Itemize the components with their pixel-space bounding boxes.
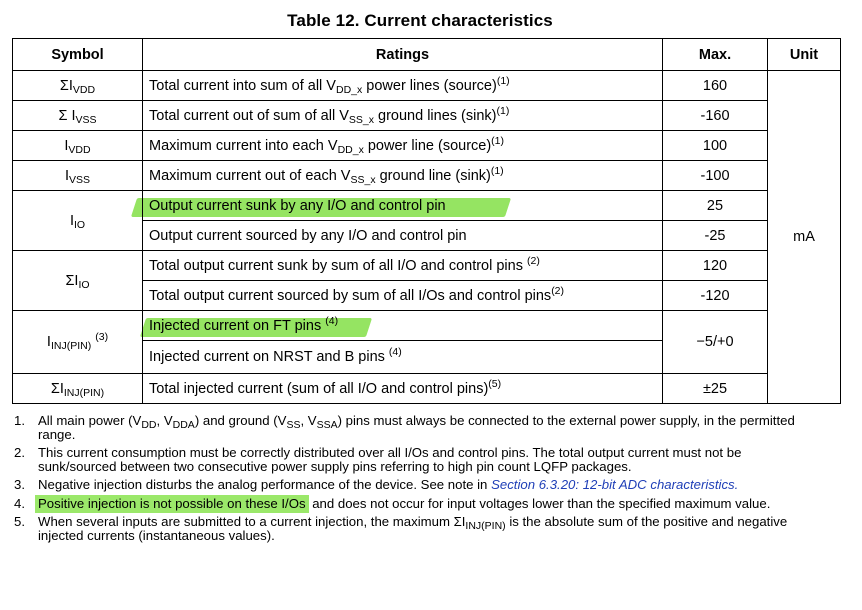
rating-cell: Maximum current out of each $V_{SS\_x}$ ground line $(\sin k)^{(1)}$	[143, 161, 663, 191]
rating-cell: Total current into sum of all $V_{DD\_x}$ power lines (source)$^{(1)}$	[143, 71, 663, 101]
table-row	[13, 71, 841, 101]
table-row	[13, 131, 841, 161]
table-header-row	[13, 39, 841, 71]
symbol-cell: $I_{VDD}$	[13, 131, 143, 161]
footnote-item: 1. All main power ($V_{DD}$, $V_{DDA}$) and ground ($V_{SS}$, $V_{SSA}$) pins must always be connected to the external power supply, in the permitted range.	[14, 413, 795, 442]
footnote-item: 3. Negative injection disturbs the analog performance of the device. See note in Section 6.3.20: 12-bit ADC characteristics.	[14, 477, 739, 492]
max-cell: ±25	[663, 374, 768, 404]
rating-cell: Maximum current into each $V_{DD\_x}$ power line (source)$^{(1)}$	[143, 131, 663, 161]
symbol-cell: $I_{INJ(PIN)}$ $^{(3)}$	[13, 311, 143, 374]
rating-cell-highlighted: Injected current on FT pins $^{(4)}$	[143, 311, 663, 341]
unit-cell: mA	[768, 71, 841, 404]
max-cell: -100	[663, 161, 768, 191]
table-title: Table 12. Current characteristics	[287, 11, 553, 30]
table-footnotes	[14, 414, 814, 547]
symbol-cell: $\Sigma I_{VDD}$	[13, 71, 143, 101]
table-row	[13, 101, 841, 131]
max-cell: 160	[663, 71, 768, 101]
table-row	[13, 251, 841, 281]
header-max: Max.	[663, 39, 768, 71]
rating-cell: Total output current sourced by sum of all I/Os and control pins$^{(2)}$	[143, 281, 663, 311]
table-row	[13, 311, 841, 341]
max-cell: -160	[663, 101, 768, 131]
header-ratings: Ratings	[143, 39, 663, 71]
rating-cell: Injected current on NRST and B pins $^{(4)}$	[143, 341, 663, 374]
rating-cell-highlighted: Output current sunk by any I/O and control pin	[143, 191, 663, 221]
max-cell: -120	[663, 281, 768, 311]
footnote-item: 5. When several inputs are submitted to a current injection, the maximum $\Sigma I_{INJ(PIN)}$ is the absolute sum of the positive and negative injected currents (instantaneous values).	[14, 514, 788, 543]
footnote-item: 4. Positive injection is not possible on these I/Os and does not occur for input voltages lower than the specified maximum value.	[14, 495, 771, 511]
symbol-cell: $I_{IO}$	[13, 191, 143, 251]
symbol-cell: $\Sigma I_{IO}$	[13, 251, 143, 311]
footnote-item: 2. This current consumption must be correctly distributed over all I/Os and control pins. The total output current must not be sunk/sourced between two consecutive power supply pins referring to high pin count LQFP packages.	[14, 445, 742, 474]
symbol-cell: $\Sigma I_{INJ(PIN)}$	[13, 374, 143, 404]
highlighted-text: Positive injection is not possible on these I/Os	[35, 495, 309, 513]
rating-cell: Output current sourced by any I/O and control pin	[143, 221, 663, 251]
max-cell: 120	[663, 251, 768, 281]
section-link[interactable]: Section 6.3.20: 12-bit ADC characteristics	[491, 477, 735, 492]
header-unit: Unit	[768, 39, 841, 71]
max-cell: −5/+0	[663, 311, 768, 374]
rating-cell: Total output current sunk by sum of all I/O and control pins $^{(2)}$	[143, 251, 663, 281]
current-characteristics-table	[12, 38, 841, 404]
symbol-cell: Σ $I_{VSS}$	[13, 101, 143, 131]
rating-cell: Total current out of sum of all $V_{SS\_x}$ ground lines $(\sin k)^{(1)}$	[143, 101, 663, 131]
max-cell: 25	[663, 191, 768, 221]
table-row	[13, 374, 841, 404]
rating-cell: Total injected current (sum of all I/O and control pins)$^{(5)}$	[143, 374, 663, 404]
symbol-cell: $I_{VSS}$	[13, 161, 143, 191]
max-cell: 100	[663, 131, 768, 161]
max-cell: -25	[663, 221, 768, 251]
table-row	[13, 191, 841, 221]
table-row	[13, 161, 841, 191]
header-symbol: Symbol	[13, 39, 143, 71]
